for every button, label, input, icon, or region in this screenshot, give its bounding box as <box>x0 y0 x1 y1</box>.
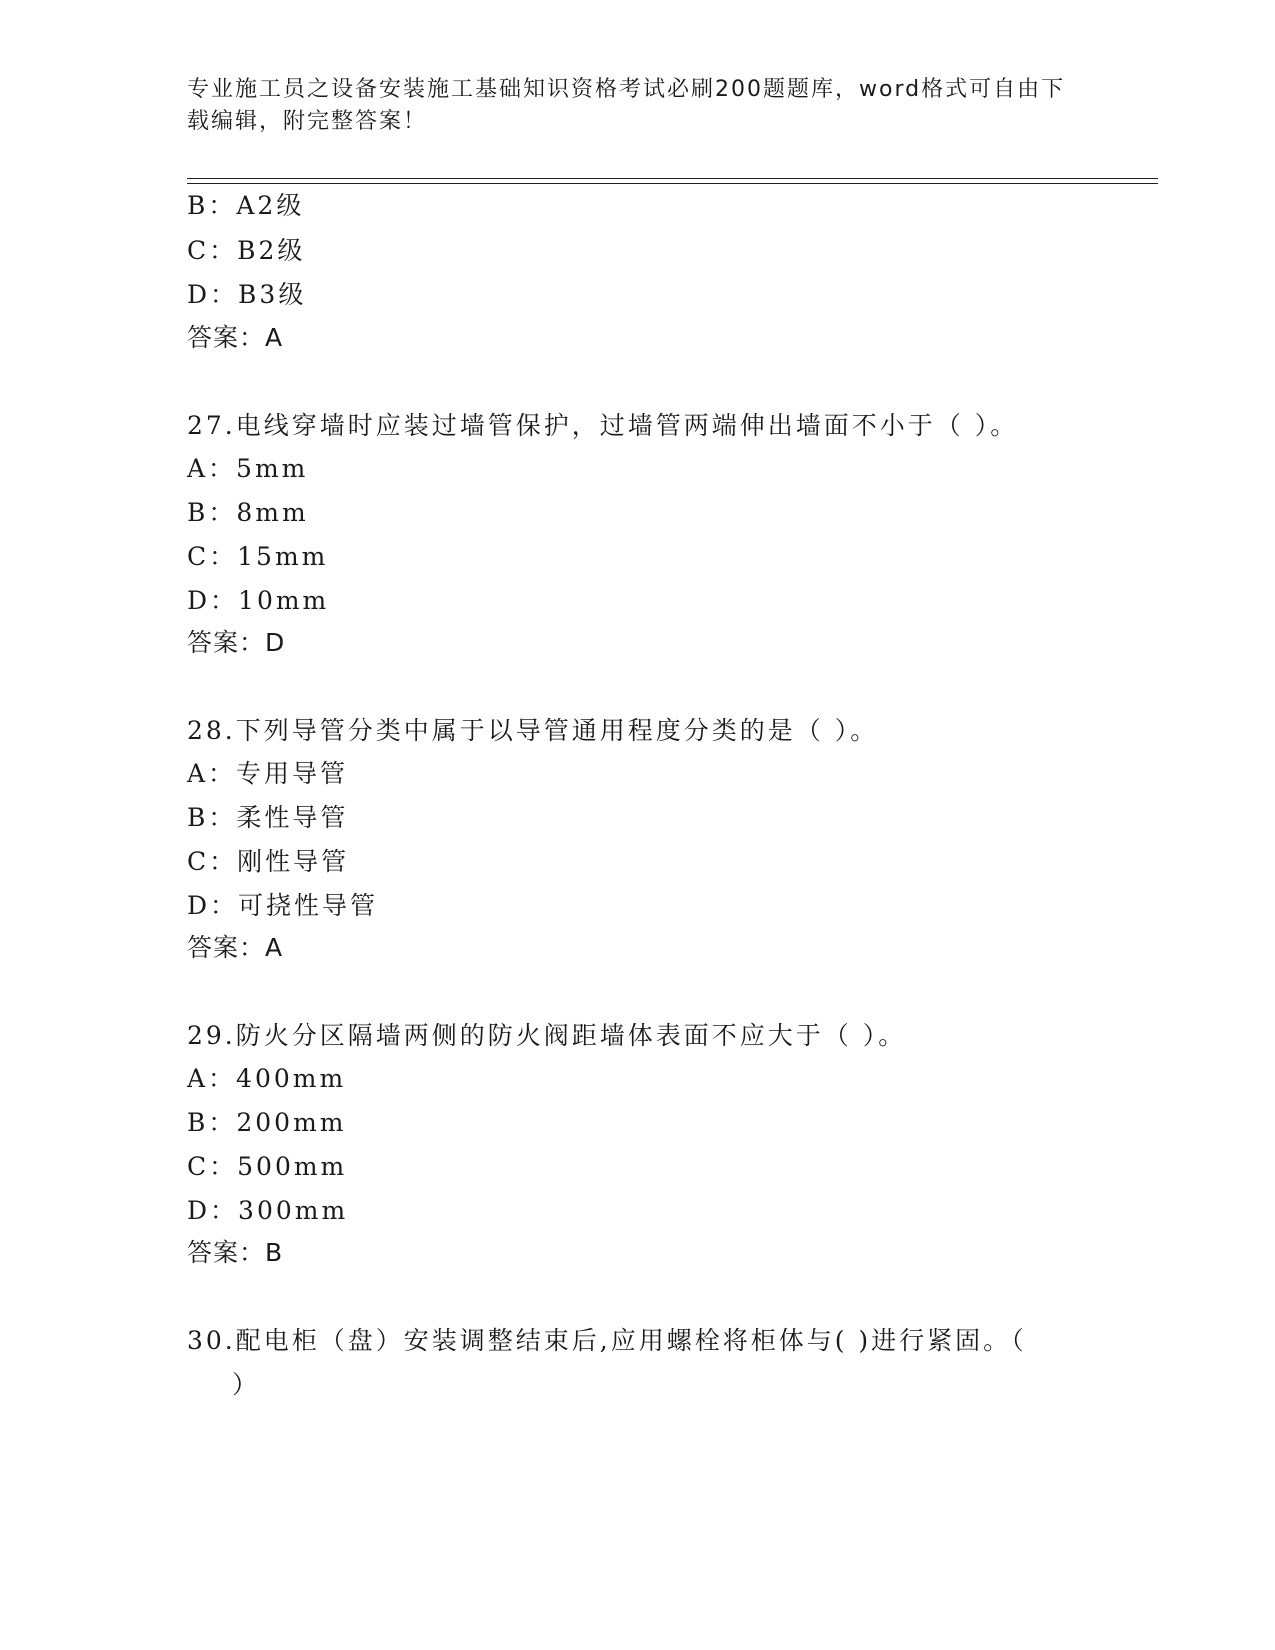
question-text: 30.配电柜（盘）安装调整结束后,应用螺栓将柜体与( )进行紧固。（ <box>187 1326 1027 1355</box>
option-b: B：200mm <box>187 1108 347 1137</box>
option-d: D：10mm <box>187 586 330 615</box>
answer: 答案：B <box>187 1238 284 1267</box>
option-c: C：15mm <box>187 542 329 571</box>
option-a: A：400mm <box>187 1064 347 1093</box>
question-text: 27.电线穿墙时应装过墙管保护，过墙管两端伸出墙面不小于（ ）。 <box>187 411 1019 440</box>
question-text: 28.下列导管分类中属于以导管通用程度分类的是（ ）。 <box>187 716 879 745</box>
option-c: C：B2级 <box>187 236 306 265</box>
header-rule-top <box>187 178 1158 179</box>
header-rule-bottom <box>187 183 1158 184</box>
question-text: 29.防火分区隔墙两侧的防火阀距墙体表面不应大于（ ）。 <box>187 1021 907 1050</box>
document-header: 专业施工员之设备安装施工基础知识资格考试必刷200题题库，word格式可自由下载编辑，附完整答案！ <box>187 77 1066 134</box>
option-c: C：500mm <box>187 1152 348 1181</box>
option-c: C：刚性导管 <box>187 847 350 876</box>
answer: 答案：A <box>187 323 284 352</box>
option-b: B：8mm <box>187 498 309 527</box>
option-d: D：B3级 <box>187 280 307 309</box>
option-a: A：5mm <box>187 454 309 483</box>
answer: 答案：A <box>187 933 284 962</box>
option-b: B：A2级 <box>187 191 305 220</box>
answer: 答案：D <box>187 628 286 657</box>
option-b: B：柔性导管 <box>187 803 349 832</box>
option-d: D：300mm <box>187 1196 349 1225</box>
question-text-continuation: ） <box>232 1370 261 1399</box>
option-d: D：可挠性导管 <box>187 891 379 920</box>
option-a: A：专用导管 <box>187 759 349 788</box>
